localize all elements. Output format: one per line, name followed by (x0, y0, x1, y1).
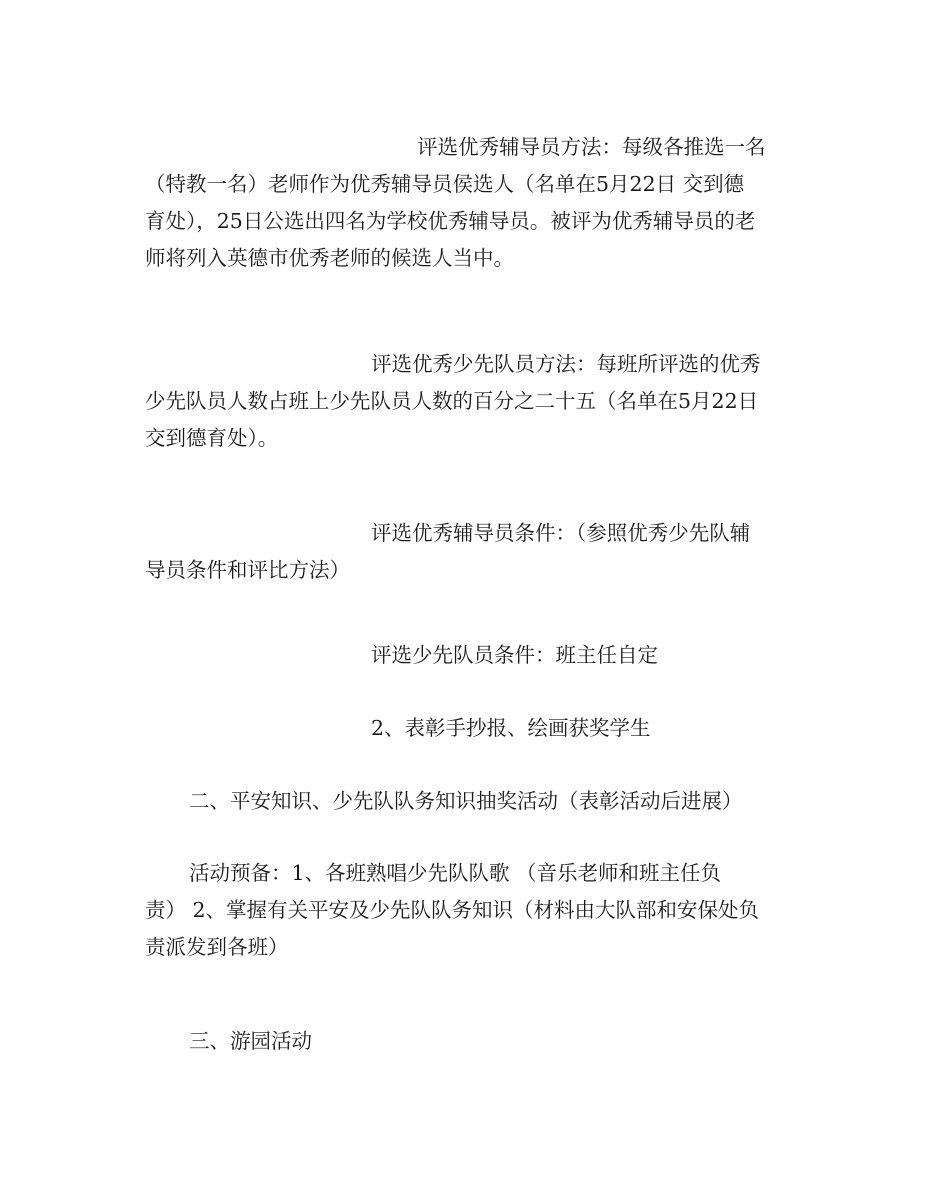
text-line: 导员条件和评比方法） (145, 558, 350, 582)
paragraph-activity-preparation (145, 855, 810, 966)
paragraph-outstanding-counselor-criteria (145, 515, 810, 589)
text-line: 交到德育处）。 (145, 426, 279, 450)
text-line: 责派发到各班） (145, 935, 289, 959)
text-line: 评选优秀辅导员条件：（参照优秀少先队辅 (371, 521, 751, 545)
paragraph-commend-award-students (145, 710, 810, 747)
text-line: 少先队员人数占班上少先队员人数的百分之二十五（名单在5月22日 (145, 389, 759, 413)
text-line: 评选优秀辅导员方法：每级各推选一名 (417, 135, 766, 159)
section-heading-garden-activity (145, 1023, 810, 1060)
text-line: 责） 2、掌握有关平安及少先队队务知识（材料由大队部和安保处负 (145, 898, 760, 922)
text-line: 2、表彰手抄报、绘画获奖学生 (371, 716, 651, 740)
text-line: 评选优秀少先队员方法：每班所评选的优秀 (371, 352, 761, 376)
paragraph-outstanding-counselor-method (145, 129, 810, 277)
text-line: 活动预备：1、各班熟唱少先队队歌 （音乐老师和班主任负 (189, 861, 722, 885)
text-line: 评选少先队员条件：班主任自定 (371, 643, 658, 667)
section-heading-safety-quiz (145, 783, 810, 820)
text-line: 三、游园活动 (189, 1029, 312, 1053)
text-line: （特教一名）老师作为优秀辅导员侯选人（名单在5月22日 交到德 (145, 172, 745, 196)
text-line: 育处），25日公选出四名为学校优秀辅导员。被评为优秀辅导员的老 (145, 209, 756, 233)
paragraph-pioneer-criteria (145, 637, 810, 674)
text-line: 二、平安知识、少先队队务知识抽奖活动（表彰活动后进展） (189, 789, 743, 813)
text-line: 师将列入英德市优秀老师的候选人当中。 (145, 246, 514, 270)
paragraph-outstanding-pioneer-method (145, 346, 810, 457)
